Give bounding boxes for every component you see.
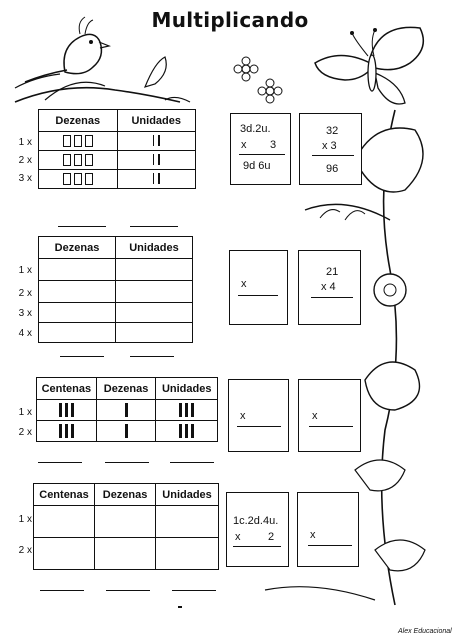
tens-cell <box>39 151 118 170</box>
place-value-table <box>38 236 193 343</box>
units-cell[interactable] <box>116 259 193 281</box>
row-label: 2 x <box>18 288 32 299</box>
column-header-centenas: Centenas <box>37 378 97 400</box>
units-cell[interactable] <box>156 538 219 570</box>
units-cell <box>117 151 196 170</box>
card-factor: 3 <box>270 139 277 151</box>
column-header-centenas: Centenas <box>34 484 95 506</box>
column-header-unidades: Unidades <box>117 110 196 132</box>
bird-icon <box>5 12 195 107</box>
column-header-dezenas: Dezenas <box>39 237 116 259</box>
tens-cell <box>39 170 118 189</box>
column-header-dezenas: Dezenas <box>39 110 118 132</box>
hundreds-cell[interactable] <box>34 538 95 570</box>
card-op: x <box>241 139 247 151</box>
column-header-dezenas: Dezenas <box>95 484 156 506</box>
place-value-table <box>33 483 219 570</box>
answer-line[interactable] <box>38 462 82 463</box>
answer-line[interactable] <box>60 356 104 357</box>
flower-icon <box>232 55 292 105</box>
card-op: x <box>310 529 316 541</box>
row-label: 2 x <box>18 155 32 166</box>
tens-cell <box>39 132 118 151</box>
tens-cell[interactable] <box>39 281 116 303</box>
answer-line[interactable] <box>172 590 216 591</box>
row-label: 1 x <box>18 137 32 148</box>
answer-line[interactable] <box>58 226 106 227</box>
calc-card <box>230 113 291 185</box>
page-title: Multiplicando <box>151 8 309 32</box>
row-label: 1 x <box>18 265 32 276</box>
footer-credit: Alex Educacional <box>398 628 452 635</box>
card-op-line: x 4 <box>321 281 336 293</box>
column-header-unidades: Unidades <box>116 237 193 259</box>
answer-line[interactable] <box>40 590 84 591</box>
tens-cell[interactable] <box>95 538 156 570</box>
calc-card <box>297 492 359 567</box>
row-label: 4 x <box>18 328 32 339</box>
tens-cell[interactable] <box>39 259 116 281</box>
units-cell[interactable] <box>116 323 193 343</box>
column-header-dezenas: Dezenas <box>96 378 156 400</box>
card-op-line: x 3 <box>322 140 337 152</box>
hundreds-cell[interactable] <box>34 506 95 538</box>
tens-cell <box>96 421 156 442</box>
column-header-unidades: Unidades <box>156 378 218 400</box>
butterfly-icon <box>300 18 435 113</box>
tens-cell <box>96 400 156 421</box>
calc-card <box>298 250 361 325</box>
place-value-table <box>38 109 196 189</box>
card-number: 32 <box>326 125 339 137</box>
tens-cell[interactable] <box>39 303 116 323</box>
units-cell[interactable] <box>116 303 193 323</box>
calc-card <box>298 379 361 452</box>
answer-line[interactable] <box>105 462 149 463</box>
calc-card <box>228 379 289 452</box>
hundreds-cell <box>37 421 97 442</box>
row-label: 2 x <box>18 545 32 556</box>
card-line1: 1c.2d.4u. <box>233 515 279 527</box>
row-label: 3 x <box>18 308 32 319</box>
tens-cell[interactable] <box>95 506 156 538</box>
card-op: x <box>241 278 247 290</box>
units-cell <box>117 170 196 189</box>
place-value-table <box>36 377 218 442</box>
units-cell <box>156 400 218 421</box>
units-cell[interactable] <box>156 506 219 538</box>
card-op: x <box>240 410 246 422</box>
tens-cell[interactable] <box>39 323 116 343</box>
calc-card <box>226 492 289 567</box>
card-number: 21 <box>326 266 339 278</box>
answer-line[interactable] <box>170 462 214 463</box>
hundreds-cell <box>37 400 97 421</box>
answer-line[interactable] <box>106 590 150 591</box>
card-op: x <box>235 531 241 543</box>
column-header-unidades: Unidades <box>156 484 219 506</box>
answer-line[interactable] <box>130 226 178 227</box>
card-factor: 2 <box>268 531 275 543</box>
row-label: 1 x <box>18 514 32 525</box>
card-op: x <box>312 410 318 422</box>
units-cell[interactable] <box>116 281 193 303</box>
row-label: 2 x <box>18 427 32 438</box>
units-cell <box>156 421 218 442</box>
card-result: 96 <box>326 163 339 175</box>
units-cell <box>117 132 196 151</box>
calc-card <box>299 113 362 185</box>
card-result: 9d 6u <box>243 160 271 172</box>
calc-card <box>229 250 288 325</box>
row-label: 1 x <box>18 407 32 418</box>
answer-line[interactable] <box>130 356 174 357</box>
row-label: 3 x <box>18 173 32 184</box>
card-line1: 3d.2u. <box>240 123 271 135</box>
dash-mark <box>178 606 182 608</box>
